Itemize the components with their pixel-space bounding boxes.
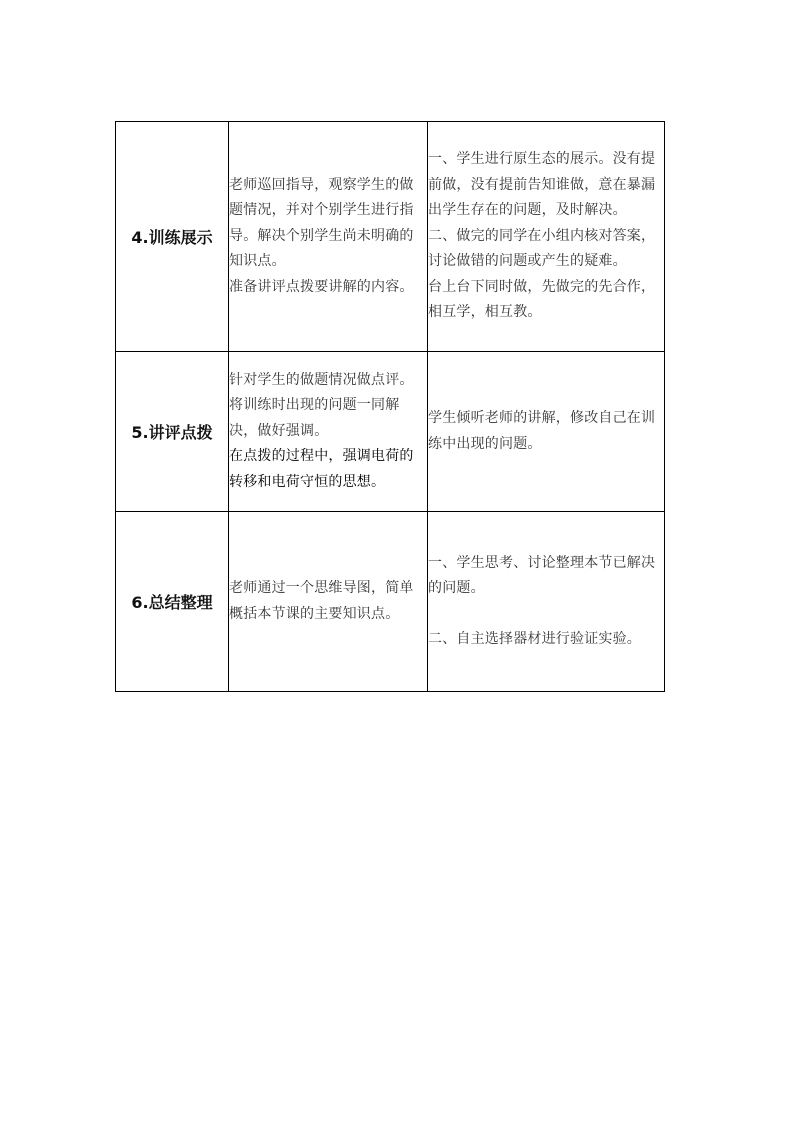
teacher-activity-text: 准备讲评点拨要讲解的内容。 [229,278,414,295]
step-title: 6.总结整理 [116,512,229,692]
teacher-activity-cell [229,352,428,512]
step-title: 5.讲评点拨 [116,352,229,512]
teacher-activity-cell [229,512,428,692]
student-activity-cell [428,512,665,692]
step-title: 4.训练展示 [116,122,229,352]
teacher-activity-text: 老师通过一个思维导图，简单概括本节课的主要知识点。 [229,580,414,622]
teacher-activity-cell [229,122,428,352]
student-activity-text: 二、做完的同学在小组内核对答案，讨论做错的问题或产生的疑难。 [428,227,656,270]
teacher-activity-text: 针对学生的做题情况做点评。将训练时出现的问题一同解决，做好强调。 [229,371,414,439]
student-activity-text: 台上台下同时做，先做完的先合作，相互学，相互教。 [428,278,656,321]
table-row [116,512,665,692]
teacher-activity-text: 在点拨的过程中，强调电荷的转移和电荷守恒的思想。 [229,448,414,490]
student-activity-text: 二、自主选择器材进行验证实验。 [428,631,641,647]
student-activity-cell [428,352,665,512]
table-row [116,122,665,352]
table-row [116,352,665,512]
student-activity-text: 一、学生思考、讨论整理本节已解决的问题。 [428,554,656,596]
student-activity-text: 一、学生进行原生态的展示。没有提前做，没有提前告知谁做，意在暴漏出学生存在的问题，及时解决。 [428,151,656,219]
lesson-procedure-table [115,121,665,692]
paragraph-spacer [428,602,664,628]
teacher-activity-text: 老师巡回指导，观察学生的做题情况，并对个别学生进行指导。解决个别学生尚未明确的知识点。 [229,176,414,270]
student-activity-cell [428,122,665,352]
student-activity-text: 学生倾听老师的讲解，修改自己在训练中出现的问题。 [428,410,656,452]
